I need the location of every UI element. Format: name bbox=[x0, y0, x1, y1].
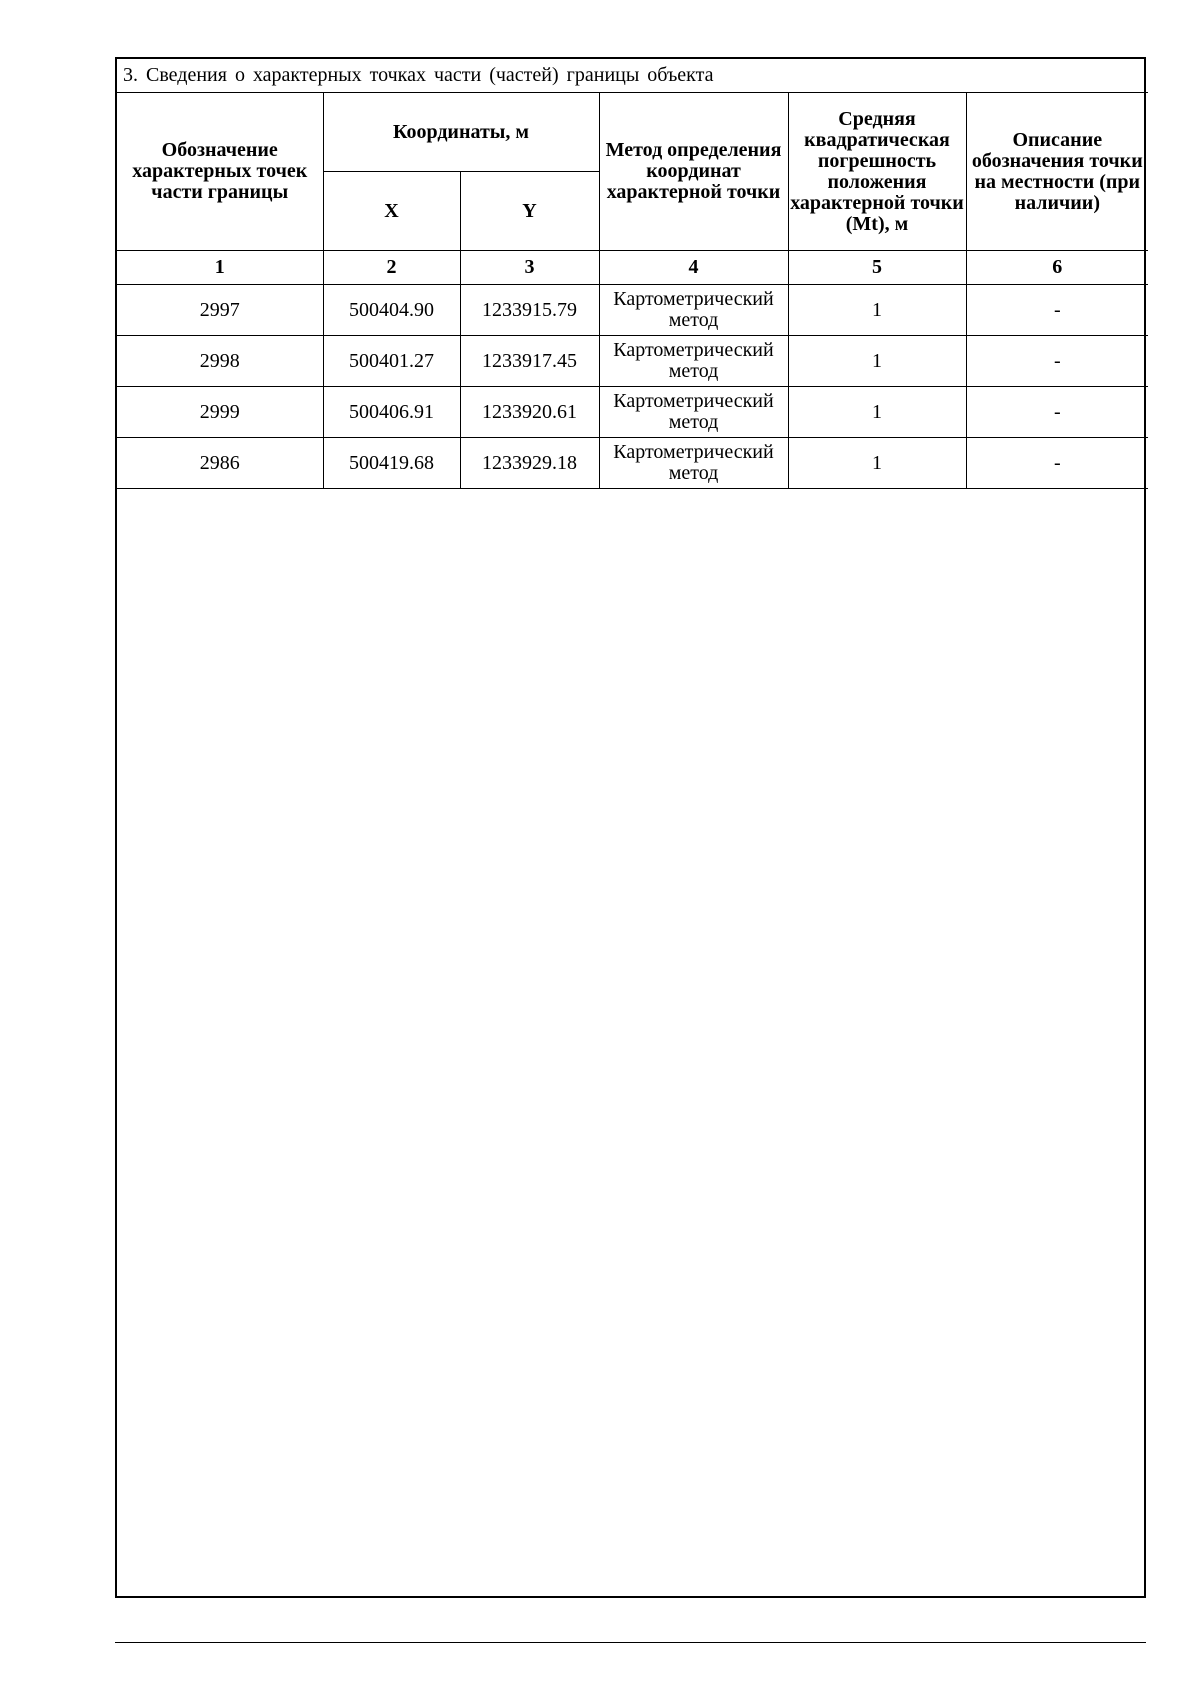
document-frame bbox=[115, 57, 1146, 1598]
table-row bbox=[117, 438, 1148, 489]
section-title: 3. Сведения о характерных точках части (частей) границы объекта bbox=[117, 59, 1148, 93]
table-row bbox=[117, 285, 1148, 336]
method-cell: Картометрический метод bbox=[599, 285, 788, 336]
error-value: 1 bbox=[788, 438, 966, 489]
header-x: X bbox=[323, 172, 460, 251]
coordinate-y: 1233915.79 bbox=[460, 285, 599, 336]
point-number: 2986 bbox=[117, 438, 323, 489]
coordinate-y: 1233917.45 bbox=[460, 336, 599, 387]
coordinate-x: 500419.68 bbox=[323, 438, 460, 489]
method-cell: Картометрический метод bbox=[599, 336, 788, 387]
coordinate-x: 500406.91 bbox=[323, 387, 460, 438]
header-y: Y bbox=[460, 172, 599, 251]
point-number: 2999 bbox=[117, 387, 323, 438]
description-cell: - bbox=[966, 336, 1148, 387]
table-row bbox=[117, 336, 1148, 387]
header-method: Метод определения координат характерной точки bbox=[599, 93, 788, 251]
column-number: 1 bbox=[117, 251, 323, 285]
coordinate-x: 500401.27 bbox=[323, 336, 460, 387]
table-row bbox=[117, 387, 1148, 438]
coordinate-x: 500404.90 bbox=[323, 285, 460, 336]
error-value: 1 bbox=[788, 285, 966, 336]
header-coordinates: Координаты, м bbox=[323, 93, 599, 172]
column-number: 5 bbox=[788, 251, 966, 285]
description-cell: - bbox=[966, 285, 1148, 336]
error-value: 1 bbox=[788, 387, 966, 438]
coordinate-y: 1233920.61 bbox=[460, 387, 599, 438]
coordinate-y: 1233929.18 bbox=[460, 438, 599, 489]
error-value: 1 bbox=[788, 336, 966, 387]
boundary-points-table bbox=[117, 59, 1148, 489]
description-cell: - bbox=[966, 438, 1148, 489]
method-cell: Картометрический метод bbox=[599, 438, 788, 489]
column-numbers-row bbox=[117, 251, 1148, 285]
column-number: 3 bbox=[460, 251, 599, 285]
column-number: 6 bbox=[966, 251, 1148, 285]
header-description: Описание обозначения точки на местности (при наличии) bbox=[966, 93, 1148, 251]
header-designation: Обозначение характерных точек части границы bbox=[117, 93, 323, 251]
method-cell: Картометрический метод bbox=[599, 387, 788, 438]
footer-rule bbox=[115, 1642, 1146, 1643]
point-number: 2998 bbox=[117, 336, 323, 387]
header-error: Средняя квадратическая погрешность положения характерной точки (Mt), м bbox=[788, 93, 966, 251]
column-number: 4 bbox=[599, 251, 788, 285]
point-number: 2997 bbox=[117, 285, 323, 336]
column-number: 2 bbox=[323, 251, 460, 285]
description-cell: - bbox=[966, 387, 1148, 438]
